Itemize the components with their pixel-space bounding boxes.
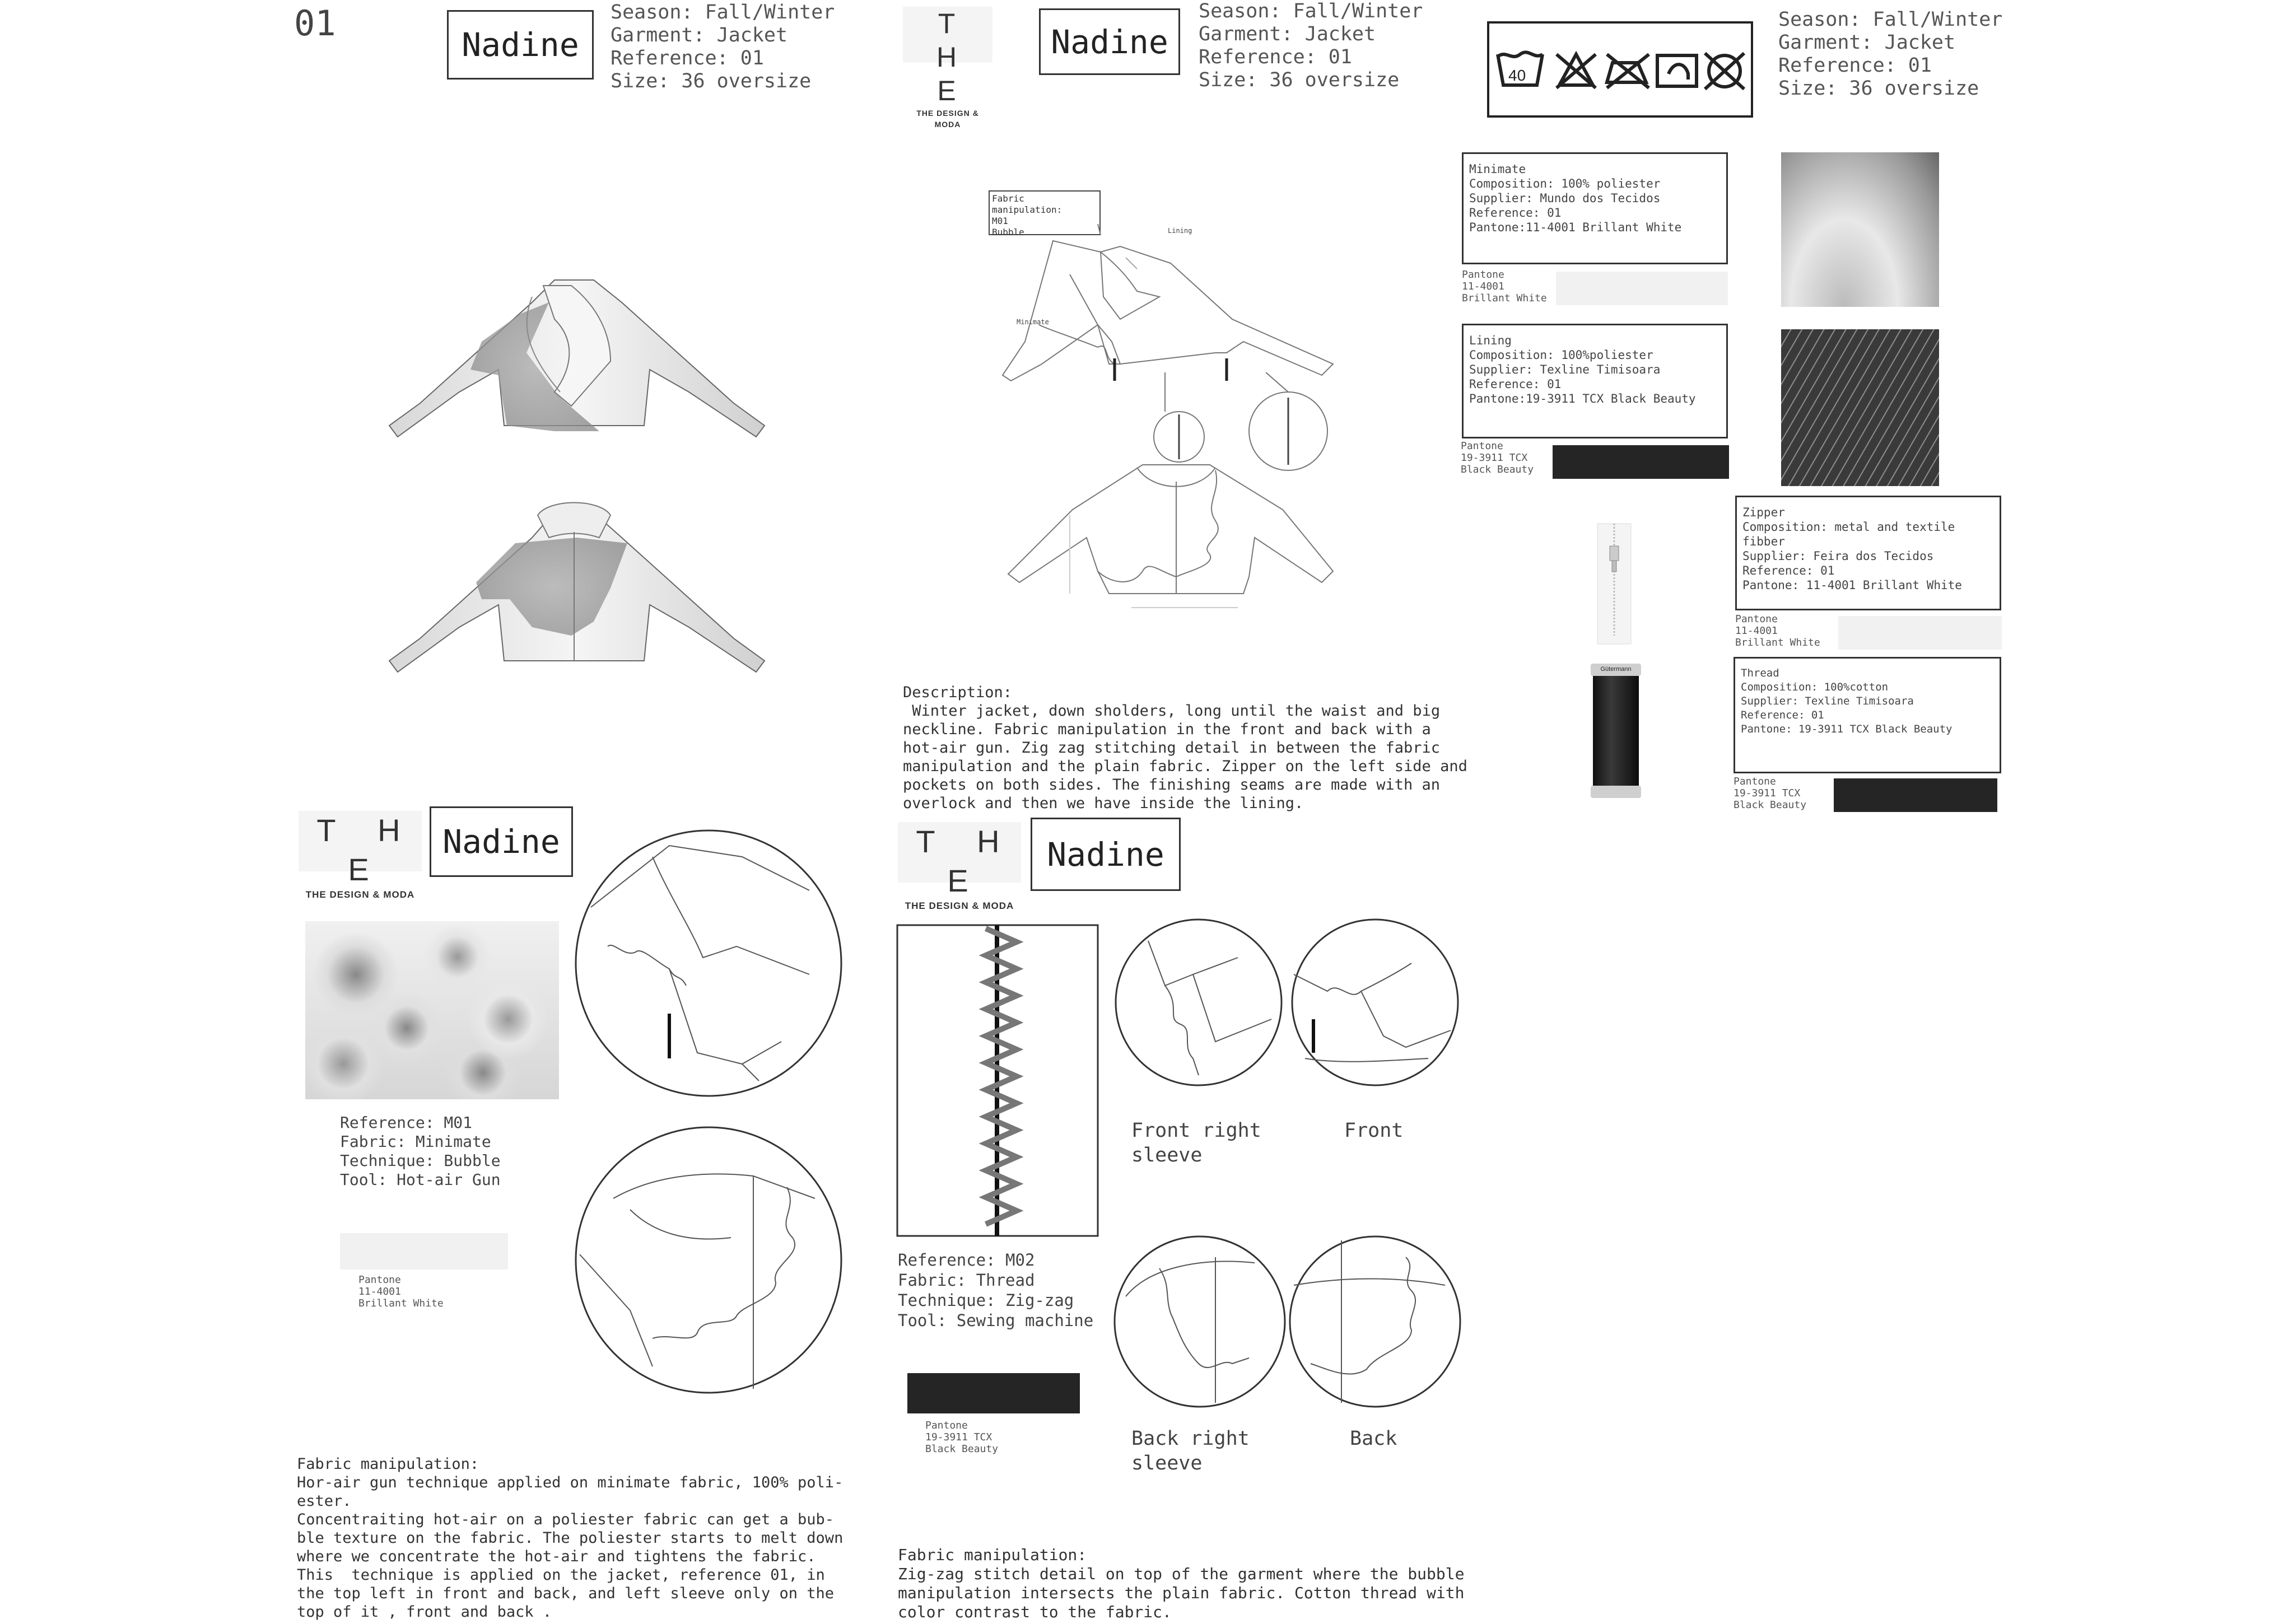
m02-info bbox=[898, 1250, 1093, 1331]
jacket-back-view bbox=[389, 503, 765, 673]
description-line: hot-air gun. Zig zag stitching detail in between the fabric bbox=[903, 739, 1441, 757]
size-label: Size: 36 oversize bbox=[1199, 69, 1400, 91]
brand-name: Nadine bbox=[442, 823, 560, 861]
pantone-swatch-white bbox=[1838, 616, 2002, 650]
pantone-line: 11-4001 bbox=[1735, 625, 1778, 637]
pantone-label bbox=[358, 1274, 444, 1309]
material-reference: Reference: 01 bbox=[1741, 709, 1824, 721]
no-iron-icon bbox=[1607, 54, 1649, 88]
reference-label: Reference: 01 bbox=[611, 47, 764, 69]
material-pantone: Pantone: 19-3911 TCX Black Beauty bbox=[1741, 723, 1953, 735]
fm-line: where we concentrate the hot-air and tightens the fabric. bbox=[297, 1548, 816, 1565]
wash-40-icon bbox=[1498, 52, 1543, 85]
pantone-swatch-white bbox=[340, 1233, 508, 1270]
pantone-line: Pantone bbox=[1462, 269, 1504, 281]
material-card-thread bbox=[1734, 657, 2001, 773]
technical-flat-drawing bbox=[986, 213, 1344, 616]
pantone-line: Brillant White bbox=[1462, 292, 1547, 304]
fm-line: the top left in front and back, and left sleeve only on the bbox=[297, 1585, 835, 1602]
pantone-label bbox=[1462, 269, 1547, 304]
pantone-line: Pantone bbox=[1734, 776, 1776, 787]
season-label: Season: Fall/Winter bbox=[611, 1, 835, 24]
fm-line: ester. bbox=[297, 1492, 352, 1510]
fm-line: color contrast to the fabric. bbox=[898, 1603, 1172, 1621]
the-design-moda-logo bbox=[299, 811, 422, 900]
description-line: Winter jacket, down sholders, long until the waist and big bbox=[903, 702, 1441, 720]
brand-name: Nadine bbox=[462, 26, 579, 64]
pantone-line: 11-4001 bbox=[358, 1286, 401, 1298]
detail-label-back bbox=[1350, 1426, 1397, 1451]
m01-info bbox=[340, 1113, 501, 1189]
lining-fabric-photo bbox=[1781, 329, 1939, 486]
logo-letters: T H E bbox=[316, 813, 417, 887]
material-name: Lining bbox=[1469, 334, 1512, 347]
material-reference: Reference: 01 bbox=[1742, 564, 1835, 577]
the-design-moda-logo bbox=[903, 7, 992, 129]
callout-ref: M01 bbox=[992, 216, 1008, 226]
description-line: overlock and then we have inside the lining. bbox=[903, 795, 1304, 812]
pantone-swatch-black bbox=[1553, 445, 1729, 479]
brand-name: Nadine bbox=[1047, 835, 1164, 874]
bubble-fabric-photo bbox=[305, 921, 559, 1099]
the-design-moda-logo bbox=[898, 822, 1021, 911]
garment-label: Garment: Jacket bbox=[611, 24, 788, 46]
description-block bbox=[903, 683, 1467, 813]
pantone-line: Pantone bbox=[925, 1420, 968, 1431]
pantone-line: Brillant White bbox=[358, 1298, 444, 1309]
material-supplier: Supplier: Texline Timisoara bbox=[1469, 363, 1661, 376]
material-composition: Composition: 100%poliester bbox=[1469, 348, 1653, 362]
m01-technique: Technique: Bubble bbox=[340, 1151, 501, 1170]
detail-label-line: Front bbox=[1344, 1119, 1404, 1142]
page-number: 01 bbox=[294, 3, 336, 44]
m02-fabric: Fabric: Thread bbox=[898, 1271, 1035, 1290]
care-label bbox=[1487, 21, 1753, 118]
material-composition: Composition: 100%cotton bbox=[1741, 681, 1889, 693]
reference-label: Reference: 01 bbox=[1199, 46, 1352, 68]
pantone-label bbox=[1735, 613, 1820, 648]
detail-label-line: sleeve bbox=[1131, 1452, 1203, 1474]
pantone-line: Black Beauty bbox=[1461, 464, 1534, 475]
size-label: Size: 36 oversize bbox=[1778, 77, 1979, 100]
pantone-swatch-black bbox=[907, 1373, 1080, 1413]
material-reference: Reference: 01 bbox=[1469, 206, 1562, 220]
detail-label-front-right-sleeve bbox=[1131, 1118, 1261, 1168]
m02-front-detail-circles bbox=[1115, 924, 1467, 1081]
garment-label: Garment: Jacket bbox=[1199, 23, 1376, 45]
callout-technique: Bubble bbox=[992, 227, 1024, 237]
material-supplier: Supplier: Mundo dos Tecidos bbox=[1469, 192, 1661, 205]
header-info bbox=[611, 1, 835, 93]
pantone-line: 19-3911 TCX bbox=[925, 1431, 992, 1443]
m02-technique: Technique: Zig-zag bbox=[898, 1291, 1074, 1310]
logo-subtitle: THE DESIGN & MODA bbox=[916, 109, 979, 129]
material-pantone: Pantone:19-3911 TCX Black Beauty bbox=[1469, 392, 1696, 405]
material-pantone: Pantone: 11-4001 Brillant White bbox=[1742, 578, 1962, 592]
logo-subtitle: THE DESIGN & MODA bbox=[905, 900, 1014, 911]
detail-label-line: Front right bbox=[1131, 1119, 1261, 1142]
detail-label-line: Back bbox=[1350, 1427, 1397, 1450]
pantone-line: Pantone bbox=[1461, 440, 1503, 452]
pantone-line: Black Beauty bbox=[1734, 799, 1807, 811]
reference-label: Reference: 01 bbox=[1778, 54, 1932, 77]
material-card-minimate bbox=[1462, 152, 1728, 264]
zigzag-stitch-sample bbox=[896, 924, 1101, 1238]
pantone-label bbox=[1734, 776, 1806, 811]
fm-line: Zig-zag stitch detail on top of the garment where the bubble bbox=[898, 1565, 1465, 1583]
jacket-illustration bbox=[386, 263, 779, 666]
pantone-label bbox=[1461, 440, 1534, 475]
brand-name-box bbox=[430, 806, 573, 877]
description-line: manipulation and the plain fabric. Zipper on the left side and bbox=[903, 758, 1467, 775]
zipper-photo bbox=[1592, 524, 1637, 644]
material-card-lining bbox=[1462, 324, 1728, 438]
callout-title: Fabric manipulation: bbox=[992, 193, 1063, 215]
pantone-swatch-black bbox=[1834, 778, 1997, 812]
no-bleach-icon bbox=[1557, 54, 1596, 88]
fm-line: Hor-air gun technique applied on minimate fabric, 100% poli- bbox=[297, 1474, 844, 1491]
flat-back-view bbox=[1008, 465, 1333, 608]
material-composition: Composition: 100% poliester bbox=[1469, 177, 1661, 190]
thread-spool-photo bbox=[1591, 664, 1641, 798]
description-title: Description: bbox=[903, 684, 1013, 701]
m02-reference: Reference: M02 bbox=[898, 1250, 1035, 1270]
logo-subtitle: THE DESIGN & MODA bbox=[305, 889, 415, 900]
brand-name-box bbox=[447, 10, 594, 80]
fm-line: This technique is applied on the jacket, reference 01, in bbox=[297, 1566, 825, 1584]
header-info bbox=[1778, 8, 2002, 100]
no-tumble-dry-icon bbox=[1657, 55, 1697, 86]
detail-label-front bbox=[1344, 1118, 1403, 1143]
m01-fabric-manipulation bbox=[297, 1455, 843, 1621]
material-reference: Reference: 01 bbox=[1469, 377, 1562, 391]
detail-label-back-right-sleeve bbox=[1131, 1426, 1250, 1476]
material-name: Minimate bbox=[1469, 162, 1526, 176]
flat-front-view bbox=[1003, 224, 1333, 470]
pantone-line: 19-3911 TCX bbox=[1734, 787, 1801, 799]
spool-brand-label: Gütermann bbox=[1600, 666, 1632, 673]
m02-tool: Tool: Sewing machine bbox=[898, 1311, 1094, 1330]
size-label: Size: 36 oversize bbox=[611, 70, 812, 92]
material-name: Zipper bbox=[1742, 506, 1785, 519]
pantone-line: Pantone bbox=[1735, 613, 1778, 625]
jacket-front-view bbox=[389, 280, 765, 437]
fm-title: Fabric manipulation: bbox=[297, 1455, 479, 1473]
m02-fabric-manipulation bbox=[898, 1546, 1464, 1622]
pantone-line: 19-3911 TCX bbox=[1461, 452, 1528, 464]
pantone-line: Brillant White bbox=[1735, 637, 1820, 648]
pantone-line: Black Beauty bbox=[925, 1443, 999, 1455]
minimate-label: Minimate bbox=[1017, 318, 1049, 326]
garment-label: Garment: Jacket bbox=[1778, 31, 1956, 54]
material-composition: Composition: metal and textile bbox=[1742, 520, 1955, 534]
detail-label-line: Back right bbox=[1131, 1427, 1250, 1450]
pantone-line: 11-4001 bbox=[1462, 281, 1504, 292]
m01-tool: Tool: Hot-air Gun bbox=[340, 1170, 501, 1189]
m01-reference: Reference: M01 bbox=[340, 1113, 473, 1132]
m02-back-detail-circles bbox=[1115, 1235, 1467, 1408]
description-line: pockets on both sides. The finishing seams are made with an bbox=[903, 776, 1441, 794]
logo-letters: T H E bbox=[916, 824, 1017, 898]
material-supplier: Supplier: Feira dos Tecidos bbox=[1742, 549, 1934, 563]
material-supplier: Supplier: Texline Timisoara bbox=[1741, 695, 1914, 707]
pantone-label bbox=[925, 1420, 998, 1455]
no-dry-clean-icon bbox=[1705, 53, 1744, 89]
fm-line: Concentraiting hot-air on a poliester fabric can get a bub- bbox=[297, 1511, 835, 1528]
pantone-line: Pantone bbox=[358, 1274, 401, 1286]
logo-letters: T H E bbox=[936, 8, 970, 106]
brand-name-box bbox=[1039, 8, 1180, 75]
detail-label-line: sleeve bbox=[1131, 1144, 1203, 1166]
material-pantone: Pantone:11-4001 Brillant White bbox=[1469, 221, 1682, 234]
m01-fabric: Fabric: Minimate bbox=[340, 1132, 491, 1151]
header-info bbox=[1199, 0, 1423, 92]
brand-name-box bbox=[1031, 818, 1181, 891]
pantone-swatch-white bbox=[1556, 272, 1728, 305]
season-label: Season: Fall/Winter bbox=[1778, 8, 2003, 31]
description-line: neckline. Fabric manipulation in the front and back with a bbox=[903, 721, 1431, 738]
lining-label: Lining bbox=[1168, 227, 1192, 235]
wash-temp: 40 bbox=[1508, 67, 1526, 84]
fm-line: top of it , front and back . bbox=[297, 1603, 552, 1621]
minimate-fabric-photo bbox=[1781, 152, 1939, 307]
brand-name: Nadine bbox=[1051, 22, 1168, 61]
m01-detail-circles bbox=[574, 829, 843, 1411]
season-label: Season: Fall/Winter bbox=[1199, 0, 1423, 22]
fm-line: ble texture on the fabric. The poliester starts to melt down bbox=[297, 1529, 844, 1547]
material-composition-cont: fibber bbox=[1742, 535, 1785, 548]
material-card-zipper bbox=[1735, 496, 2001, 610]
fm-line: manipulation intersects the plain fabric. Cotton thread with bbox=[898, 1584, 1465, 1602]
fm-title: Fabric manipulation: bbox=[898, 1546, 1087, 1564]
material-name: Thread bbox=[1741, 667, 1779, 679]
care-symbols bbox=[1495, 49, 1747, 94]
